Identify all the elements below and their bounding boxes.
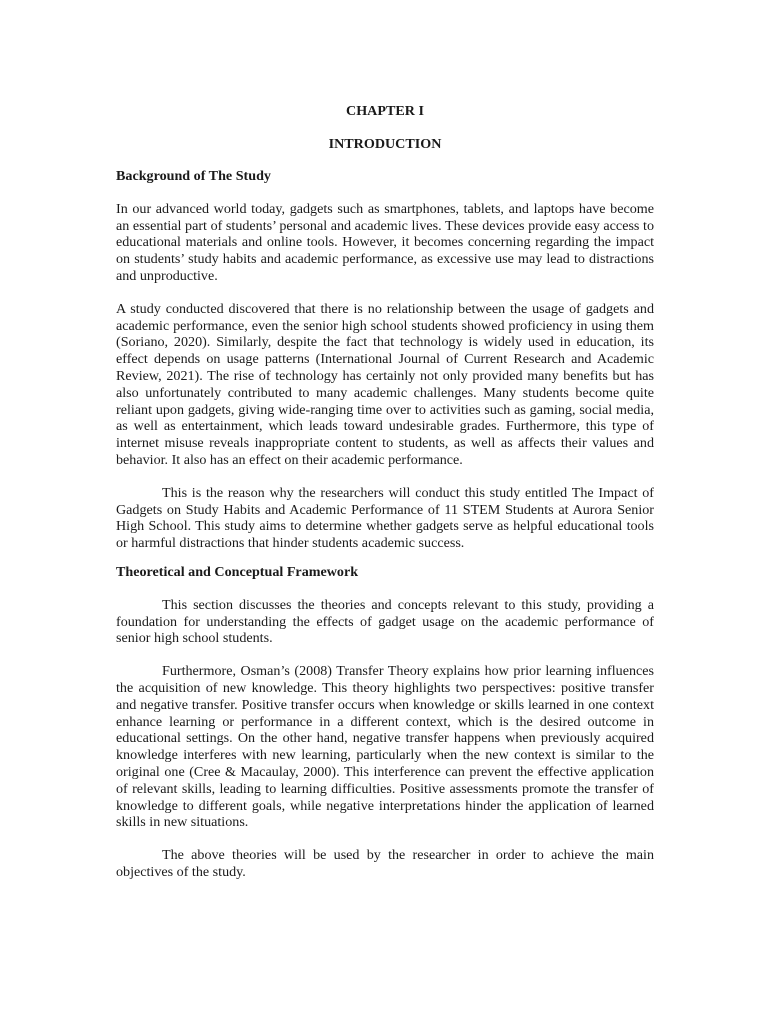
chapter-label: CHAPTER I [346,103,424,119]
framework-paragraph-1: This section discusses the theories and concepts relevant to this study, providing a foundation for understanding the effects of gadget usage on the academic performance of senior high school students. [116,596,654,647]
page-title: INTRODUCTION [328,136,442,152]
framework-paragraph-3: The above theories will be used by the researcher in order to achieve the main objectives of the study. [116,847,654,880]
background-paragraph-3: This is the reason why the researchers will conduct this study entitled The Impact of Gadgets on Study Habits and Academic Performance of 11 STEM Students at Aurora Senior High School. This study aims to determine whether gadgets serve as helpful educational tools or harmful distractions that hinder students academic success. [116,484,654,552]
document-page [116,98,654,881]
framework-paragraph-2: Furthermore, Osman’s (2008) Transfer Theory explains how prior learning influences the acquisition of new knowledge. This theory highlights two perspectives: positive transfer and negative transfer. Positive transfer occurs when knowledge or skills learned in one context enhance learning or performance in a different context, which is the desired outcome in educational settings. On the other hand, negative transfer happens when previously acquired knowledge interferes with new learning, particularly when the new context is similar to the original one (Cree & Macaulay, 2000). This interference can prevent the effective application of relevant skills, leading to learning difficulties. Positive assessments promote the transfer of knowledge to different goals, while negative interpretations hinder the application of learned skills in new situations. [116,663,654,831]
framework-heading: Theoretical and Conceptual Framework [116,563,359,580]
background-paragraph-1: In our advanced world today, gadgets such as smartphones, tablets, and laptops have become an essential part of students’ personal and academic lives. These devices provide easy access to educational materials and online tools. However, it becomes concerning regarding the impact on students’ study habits and academic performance, as excessive use may lead to distractions and unproductive. [116,200,654,284]
background-heading: Background of The Study [116,168,271,184]
background-paragraph-2: A study conducted discovered that there is no relationship between the usage of gadgets and academic performance, even the senior high school students showed proficiency in using them (Soriano, 2020). Similarly, despite the fact that technology is widely used in education, its effect depends on usage patterns (International Journal of Current Research and Academic Review, 2021). The rise of technology has certainly not only provided many benefits but has also unfortunately contributed to many academic challenges. Many students become quite reliant upon gadgets, giving wide-ranging time over to activities such as gaming, social media, as well as entertainment, which leads toward undesirable grades. Furthermore, this type of internet misuse reveals inappropriate content to students, as well as affects their values and behavior. It also has an effect on their academic performance. [116,300,654,468]
